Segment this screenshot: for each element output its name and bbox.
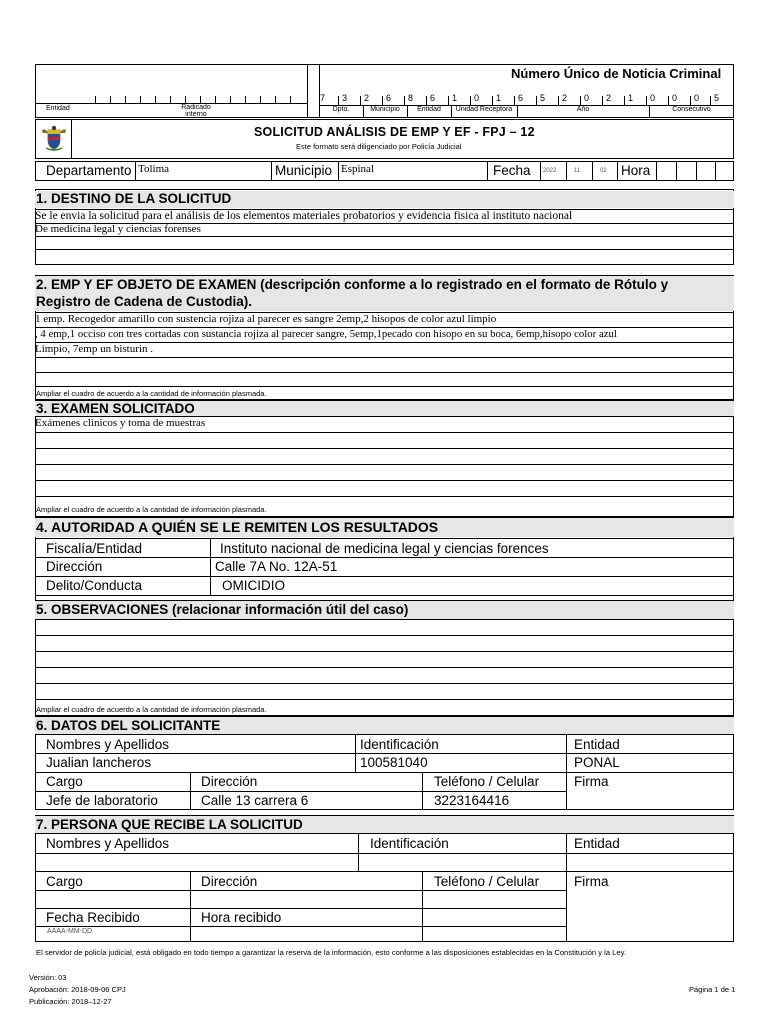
section-3-note: Ampliar el cuadro de acuerdo a la cantidad de información plasmada. [36, 505, 267, 514]
cell-divider [358, 833, 359, 871]
fecha-year: 2022 [543, 168, 557, 174]
nunc-digit-divider [558, 96, 559, 105]
section-7-frame [35, 815, 734, 942]
row-line [35, 372, 734, 373]
nunc-digit: 5 [714, 93, 720, 103]
receptor-identificacion-label: Identificación [370, 836, 449, 851]
digit-box-divider [140, 96, 141, 103]
digit-box-divider [275, 96, 276, 103]
cell-divider [540, 161, 541, 181]
nunc-digit: 2 [364, 93, 370, 103]
entidad-label: Entidad [46, 105, 70, 112]
nunc-digit: 6 [386, 93, 392, 103]
cell-divider [210, 538, 211, 595]
nunc-digit-divider [492, 96, 493, 105]
nunc-digit-divider [360, 96, 361, 105]
nunc-digit-divider [536, 96, 537, 105]
nunc-column-label: Unidad Receptora [455, 106, 513, 113]
row-line [35, 357, 734, 358]
section-2-line-2: , 4 emp,1 occiso con tres cortadas con sustancia rojiza al parecer sangre, 5emp,1pecado con hisopo en su boca, 6emp,hisopo color azul [35, 328, 617, 340]
row-line [35, 772, 734, 773]
receptor-entidad-label: Entidad [574, 836, 620, 851]
nunc-column-label: Entidad [417, 106, 441, 113]
nunc-digit: 0 [584, 93, 590, 103]
header-line [35, 103, 307, 104]
nunc-digit: 7 [320, 93, 326, 103]
cell-divider [676, 161, 677, 181]
nunc-digit: 6 [430, 93, 436, 103]
digit-box-divider [110, 96, 111, 103]
digit-box-divider [185, 96, 186, 103]
section-5-note: Ampliar el cuadro de acuerdo a la cantidad de información plasmada. [36, 705, 267, 714]
cell-divider [656, 161, 657, 181]
row-line [35, 926, 566, 927]
digit-box-divider [155, 96, 156, 103]
section-4-title: 4. AUTORIDAD A QUIÉN SE LE REMITEN LOS RESULTADOS [35, 518, 734, 537]
receptor-cargo-label: Cargo [46, 874, 83, 889]
nunc-digit-divider [624, 96, 625, 105]
section-3-line-1: Exámenes clinicos y toma de muestras [35, 417, 206, 429]
section-6-title: 6. DATOS DEL SOLICITANTE [35, 717, 734, 734]
nunc-digit: 0 [474, 93, 480, 103]
nunc-digit-divider [602, 96, 603, 105]
row-line [35, 635, 734, 636]
fiscalia-label: Fiscalía/Entidad [46, 541, 143, 556]
cell-divider [487, 161, 488, 181]
fecha-format-hint: AAAA-MM-DD [47, 928, 93, 935]
section-2-line-1: 1 emp. Recogedor amarillo con sustencia rojiza al parecer es sangre 2emp,2 hisopos de color azul limpio [35, 313, 497, 325]
form-subtitle: Este formato será diligenciado por Policía Judicial [296, 142, 462, 151]
nunc-column-divider [517, 105, 518, 118]
cell-divider [566, 161, 567, 181]
receptor-nombres-label: Nombres y Apellidos [46, 836, 170, 851]
digit-box-divider [125, 96, 126, 103]
section-1-title: 1. DESTINO DE LA SOLICITUD [35, 191, 734, 208]
row-line [35, 448, 734, 449]
section-5-title: 5. OBSERVACIONES (relacionar información útil del caso) [35, 601, 734, 619]
logo-divider [71, 119, 72, 159]
nunc-digit: 0 [694, 93, 700, 103]
fiscalia-value: Instituto nacional de medicina legal y ciencias forences [220, 541, 549, 556]
cell-divider [592, 161, 593, 181]
aprobacion-text: Aprobación: 2018-09-06 CPJ [29, 985, 126, 994]
row-line [35, 576, 734, 577]
section-1-line-2: De medicina legal y ciencias forenses [35, 223, 201, 235]
solicitante-telefono-value: 3223164416 [434, 793, 510, 808]
nunc-digit-divider [514, 96, 515, 105]
nunc-column-label: Año [576, 106, 590, 113]
nunc-digit: 2 [562, 93, 568, 103]
section-1-line-1: Se le envia la solicitud para el análisis de los elementos materiales probatorios y evidencia fisica al instituto nacional [35, 210, 573, 222]
solicitante-direccion-label: Dirección [201, 774, 258, 789]
cell-divider [338, 161, 339, 181]
row-line [35, 753, 734, 754]
row-line [35, 386, 734, 387]
nunc-digit-divider [690, 96, 691, 105]
section-2-note: Ampliar el cuadro de acuerdo a la cantidad de información plasmada. [36, 389, 267, 398]
nunc-digit-divider [426, 96, 427, 105]
row-line [35, 699, 734, 700]
row-line [35, 890, 566, 891]
solicitante-firma-label: Firma [574, 774, 609, 789]
row-line [35, 871, 734, 872]
nunc-digit: 2 [606, 93, 612, 103]
row-line [35, 619, 734, 620]
digit-box-divider [95, 96, 96, 103]
receptor-direccion-label: Dirección [201, 874, 258, 889]
nunc-digit-divider [382, 96, 383, 105]
solicitante-cargo-label: Cargo [46, 774, 83, 789]
digit-box-divider [290, 96, 291, 103]
departamento-label: Departamento [46, 163, 132, 178]
cell-divider [566, 833, 567, 942]
solicitante-telefono-label: Teléfono / Celular [434, 774, 540, 789]
delito-label: Delito/Conducta [46, 578, 143, 593]
row-line [35, 833, 734, 834]
nunc-digit: 5 [540, 93, 546, 103]
section-2-line-3: Limpio, 7emp un bisturin . [35, 343, 153, 355]
nunc-column-label: Dpto. [332, 106, 350, 113]
cell-divider [190, 871, 191, 942]
nunc-digit: 0 [672, 93, 678, 103]
header-divider [307, 64, 308, 118]
section-2-title-line-1: 2. EMP Y EF OBJETO DE EXAMEN (descripción conforme a lo registrado en el formato de Rótulo y [36, 277, 669, 292]
solicitante-identificacion-label: Identificación [360, 737, 439, 752]
nunc-digit: 1 [628, 93, 634, 103]
nunc-digit: 1 [452, 93, 458, 103]
publicacion-text: Publicación: 2018–12-27 [29, 997, 112, 1006]
fecha-month: 11 [574, 168, 581, 174]
row-line [35, 595, 734, 596]
cell-divider [135, 161, 136, 181]
municipio-value: Espinal [341, 163, 374, 175]
municipio-label: Municipio [275, 163, 333, 178]
digit-box-divider [260, 96, 261, 103]
nunc-digit-divider [580, 96, 581, 105]
cell-divider [696, 161, 697, 181]
section-2-title [35, 276, 734, 311]
legal-notice: El servidor de policía judicial, está obligado en todo tiempo a garantizar la reserva de la información, esto conforme a las disposiciones establecidas en la Constitución y la Ley. [36, 948, 626, 957]
colombia-coat-of-arms-icon [40, 124, 68, 152]
nunc-title: Número Único de Noticia Criminal [511, 66, 722, 81]
cell-divider [617, 161, 618, 181]
form-title: SOLICITUD ANÁLISIS DE EMP Y EF - FPJ – 12 [254, 125, 535, 139]
solicitante-entidad-value: PONAL [574, 755, 620, 770]
departamento-value: Tolima [138, 163, 170, 175]
nunc-digit-divider [448, 96, 449, 105]
nunc-digit: 3 [342, 93, 348, 103]
digit-box-divider [245, 96, 246, 103]
fecha-label: Fecha [493, 163, 531, 178]
direccion-value: Calle 7A No. 12A-51 [215, 559, 338, 574]
cell-divider [422, 871, 423, 942]
nunc-digit-divider [668, 96, 669, 105]
row-line [35, 236, 734, 237]
receptor-telefono-label: Teléfono / Celular [434, 874, 540, 889]
row-line [35, 791, 566, 792]
nunc-digit: 0 [650, 93, 656, 103]
fecha-day: 02 [600, 168, 607, 174]
section-3-title: 3. EXAMEN SOLICITADO [35, 401, 734, 416]
solicitante-nombres-label: Nombres y Apellidos [46, 737, 170, 752]
delito-value: OMICIDIO [222, 578, 285, 593]
nunc-column-divider [363, 105, 364, 118]
nunc-digit: 6 [518, 93, 524, 103]
row-line [35, 464, 734, 465]
solicitante-entidad-label: Entidad [574, 737, 620, 752]
nunc-digit-divider [470, 96, 471, 105]
hora-recibido-label: Hora recibido [201, 910, 282, 925]
cell-divider [271, 161, 272, 181]
row-line [35, 557, 734, 558]
nunc-column-divider [407, 105, 408, 118]
row-line [35, 853, 734, 854]
direccion-label: Dirección [46, 559, 103, 574]
nunc-digit-divider [710, 96, 711, 105]
receptor-firma-label: Firma [574, 874, 609, 889]
row-line [35, 651, 734, 652]
version-text: Versión: 03 [29, 973, 67, 982]
solicitante-nombres-value: Jualian lancheros [46, 755, 152, 770]
page-number: Página 1 de 1 [689, 985, 736, 994]
radicado-label: Radicado interno [181, 104, 211, 118]
solicitante-cargo-value: Jefe de laboratorio [46, 793, 158, 808]
digit-box-divider [170, 96, 171, 103]
nunc-column-divider [451, 105, 452, 118]
row-line [35, 667, 734, 668]
digit-box-divider [230, 96, 231, 103]
row-line [35, 432, 734, 433]
digit-box-divider [215, 96, 216, 103]
nunc-digit: 8 [408, 93, 414, 103]
solicitante-identificacion-value: 100581040 [360, 755, 428, 770]
nunc-digit-divider [338, 96, 339, 105]
row-line [35, 496, 734, 497]
solicitante-direccion-value: Calle 13 carrera 6 [201, 793, 309, 808]
nunc-digit-divider [404, 96, 405, 105]
row-line [35, 734, 734, 735]
digit-box-divider [200, 96, 201, 103]
row-line [35, 249, 734, 250]
cell-divider [715, 161, 716, 181]
row-line [35, 480, 734, 481]
row-line [35, 538, 734, 539]
section-2-title-line-2: Registro de Cadena de Custodia). [36, 294, 253, 309]
nunc-column-label: Municipio [370, 106, 400, 113]
nunc-column-divider [649, 105, 650, 118]
fecha-recibido-label: Fecha Recibido [46, 910, 140, 925]
row-line [35, 908, 566, 909]
nunc-column-label: Consecutivo [672, 106, 711, 113]
section-7-title: 7. PERSONA QUE RECIBE LA SOLICITUD [35, 816, 734, 833]
hora-label: Hora [621, 163, 651, 178]
nunc-digit: 1 [496, 93, 502, 103]
row-line [35, 683, 734, 684]
nunc-digit-divider [646, 96, 647, 105]
